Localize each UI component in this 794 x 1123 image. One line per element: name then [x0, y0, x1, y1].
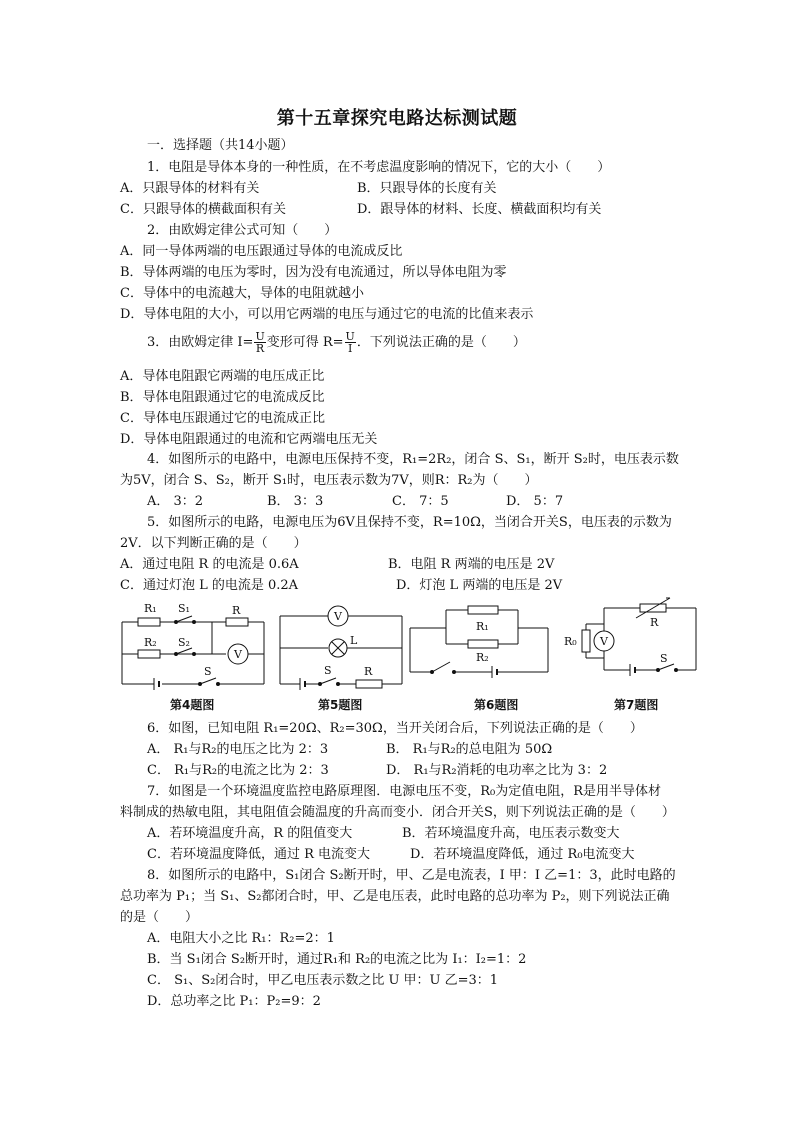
q4-option-b: B． 3：3: [267, 494, 324, 509]
q3-stem-part2: 变形可得 R=: [266, 335, 344, 350]
label-s: S: [324, 664, 332, 677]
label-r1: R₁: [144, 602, 157, 615]
page-title: 第十五章探究电路达标测试题: [276, 108, 518, 129]
label-l: L: [350, 634, 358, 647]
label-s: S: [204, 665, 212, 678]
q6-option-d: D． R₁与R₂消耗的电功率之比为 3：2: [386, 763, 608, 778]
figure-5-caption: 第5题图: [318, 698, 363, 712]
q1-option-d: D．跟导体的材料、长度、横截面积均有关: [357, 202, 602, 217]
label-r1: R₁: [476, 620, 489, 633]
q8-line2: 总功率为 P₁；当 S₁、S₂都闭合时，甲、乙是电压表，此时电路的总功率为 P₂，则下列说法正确: [120, 889, 670, 904]
q1-stem: 1．电阻是导体本身的一种性质，在不考虑温度影响的情况下，它的大小（ ）: [147, 160, 611, 175]
voltmeter-label: V: [334, 610, 342, 623]
q6-option-c: C． R₁与R₂的电流之比为 2：3: [147, 763, 329, 778]
q8-line1: 8．如图所示的电路中，S₁闭合 S₂断开时，甲、乙是电流表，I 甲：I 乙=1：3，此时电路的: [147, 868, 676, 883]
voltmeter-label: V: [234, 648, 242, 661]
q5-option-b: B．电阻 R 两端的电压是 2V: [388, 557, 555, 572]
q4-line2: 为5V，闭合 S、S₂，断开 S₁时，电压表示数为7V，则R：R₂为（ ）: [120, 473, 538, 488]
label-r: R: [232, 604, 241, 617]
label-r2: R₂: [144, 636, 157, 649]
circuit-figure-4: [118, 596, 268, 692]
fraction-numerator: U: [345, 330, 355, 343]
q6-option-b: B． R₁与R₂的总电阻为 50Ω: [386, 742, 553, 757]
q8-option-c: C． S₁、S₂闭合时，甲乙电压表示数之比 U 甲：U 乙=3：1: [147, 973, 499, 988]
q3-option-d: D．导体电阻跟通过的电流和它两端电压无关: [120, 432, 378, 447]
q3-option-b: B．导体电阻跟通过它的电流成反比: [120, 390, 325, 405]
q4-line1: 4．如图所示的电路中，电源电压保持不变，R₁=2R₂，闭合 S、S₁，断开 S₂时，电压表示数: [147, 452, 679, 467]
label-r: R: [650, 616, 659, 629]
q7-option-a: A．若环境温度升高，R 的阻值变大: [147, 826, 353, 841]
fraction-u-over-r: [254, 331, 265, 354]
q2-stem: 2．由欧姆定律公式可知（ ）: [147, 223, 338, 238]
fraction-numerator: U: [255, 330, 265, 343]
fraction-denominator: R: [255, 342, 265, 355]
figure-4-caption: 第4题图: [170, 698, 215, 712]
q8-option-d: D．总功率之比 P₁：P₂=9：2: [147, 994, 321, 1009]
label-r: R: [364, 665, 373, 678]
q7-option-d: D．若环境温度降低，通过 R₀电流变大: [410, 847, 635, 862]
q7-option-c: C．若环境温度降低，通过 R 电流变大: [147, 847, 370, 862]
q4-option-a: A． 3：2: [147, 494, 204, 509]
section-heading: 一．选择题（共14小题）: [147, 138, 294, 153]
figure-6-caption: 第6题图: [474, 698, 519, 712]
label-r0: R₀: [564, 635, 577, 648]
q5-option-d: D．灯泡 L 两端的电压是 2V: [396, 578, 563, 593]
q2-option-a: A．同一导体两端的电压跟通过导体的电流成反比: [120, 244, 403, 259]
circuit-figure-6: [406, 596, 552, 692]
fraction-u-over-i: [345, 331, 356, 354]
q2-option-c: C．导体中的电流越大，导体的电阻就越小: [120, 286, 364, 301]
q6-stem: 6．如图，已知电阻 R₁=20Ω、R₂=30Ω，当开关闭合后，下列说法正确的是（ ）: [147, 721, 643, 736]
q2-option-b: B．导体两端的电压为零时，因为没有电流通过，所以导体电阻为零: [120, 265, 507, 280]
fraction-denominator: I: [348, 342, 353, 355]
q1-option-c: C．只跟导体的横截面积有关: [120, 202, 286, 217]
label-s1: S₁: [178, 602, 190, 615]
q3-stem: [147, 331, 526, 355]
q3-stem-part1: 3．由欧姆定律 I=: [147, 335, 254, 350]
q7-line2: 料制成的热敏电阻，其电阻值会随温度的升高而变小．闭合开关S，则下列说法正确的是（ ）: [120, 805, 675, 820]
q5-line2: 2V．以下判断正确的是（ ）: [120, 536, 307, 551]
q5-option-c: C．通过灯泡 L 的电流是 0.2A: [120, 578, 299, 593]
q3-option-c: C．导体电压跟通过它的电流成正比: [120, 411, 325, 426]
q8-option-b: B．当 S₁闭合 S₂断开时，通过R₁和 R₂的电流之比为 I₁：I₂=1：2: [147, 952, 527, 967]
q4-option-d: D． 5：7: [506, 494, 564, 509]
q1-option-a: A．只跟导体的材料有关: [120, 181, 260, 196]
figure-7-caption: 第7题图: [614, 698, 659, 712]
circuit-figure-5: [276, 596, 406, 692]
q2-option-d: D．导体电阻的大小，可以用它两端的电压与通过它的电流的比值来表示: [120, 307, 534, 322]
q6-option-a: A． R₁与R₂的电压之比为 2：3: [147, 742, 329, 757]
q4-option-c: C． 7：5: [392, 494, 449, 509]
q8-option-a: A．电阻大小之比 R₁：R₂=2：1: [147, 931, 335, 946]
voltmeter-label: V: [600, 635, 608, 648]
q3-stem-part3: ．下列说法正确的是（ ）: [356, 335, 526, 350]
q5-line1: 5．如图所示的电路，电源电压为6V且保持不变，R=10Ω，当闭合开关S，电压表的示数为: [147, 515, 672, 530]
q7-option-b: B．若环境温度升高，电压表示数变大: [402, 826, 620, 841]
label-s: S: [660, 652, 668, 665]
label-r2: R₂: [476, 651, 489, 664]
circuit-figure-7: [562, 596, 702, 692]
q5-option-a: A．通过电阻 R 的电流是 0.6A: [120, 557, 299, 572]
label-s2: S₂: [178, 636, 190, 649]
q3-option-a: A．导体电阻跟它两端的电压成正比: [120, 369, 325, 384]
q1-option-b: B．只跟导体的长度有关: [357, 181, 497, 196]
q8-line3: 的是（ ）: [120, 910, 199, 925]
q7-line1: 7．如图是一个环境温度监控电路原理图．电源电压不变，R₀为定值电阻，R是用半导体材: [147, 784, 662, 799]
